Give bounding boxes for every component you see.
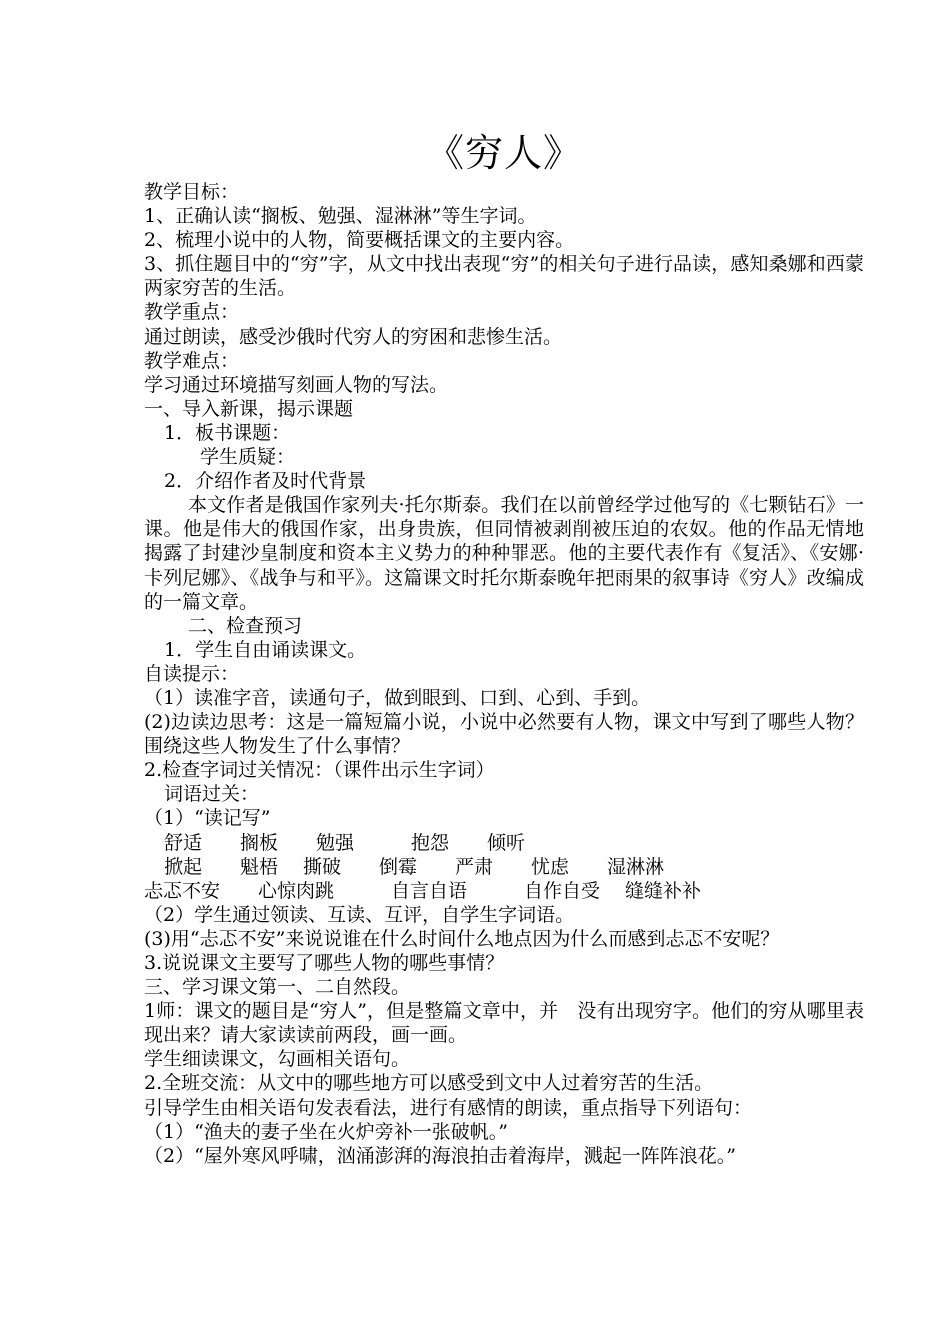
step-free-reading: 1．学生自由诵读课文。 [164,638,367,661]
key-sentence-2: （2）“屋外寒风呼啸，汹涌澎湃的海浪拍击着海岸，溅起一阵阵浪花。” [144,1144,737,1167]
guidance-text: 引导学生由相关语句发表看法，进行有感情的朗读，重点指导下列语句： [144,1096,753,1119]
student-activity-text: 学生细读课文，勾画相关语句。 [144,1048,411,1071]
objective-item-3: 3、抓住题目中的“穷”字，从文中找出表现“穷”的相关句子进行品读，感知桑娜和西蒙两家穷苦的生活。 [144,253,864,300]
vocabulary-pass-label: 词语过关： [164,783,260,806]
author-background-paragraph: 本文作者是俄国作家列夫·托尔斯泰。我们在以前曾经学过他写的《七颗钻石》一课。他是伟大的俄国作家，出身贵族，但同情被剥削被压迫的农奴。他的作品无情地揭露了封建沙皇制度和资本主义势力的种种罪恶。他的主要代表作有《复活》、《安娜·卡列尼娜》、《战争与和平》。这篇课文时托尔斯泰晚年把雨果的叙事诗《穷人》改编成的一篇文章。 [144,494,864,613]
reading-tip-1: （1）读准字音，读通句子，做到眼到、口到、心到、手到。 [144,686,651,709]
teacher-prompt-paragraph: 1师：课文的题目是“穷人”，但是整篇文章中，并 没有出现穷字。他们的穷从哪里表现出来？请大家读读前两段，画一画。 [144,1000,864,1047]
section-heading-key-points: 教学重点： [144,301,240,324]
class-discussion-text: 2.全班交流：从文中的哪些地方可以感受到文中人过着穷苦的生活。 [144,1072,714,1095]
step-author-background: 2．介绍作者及时代背景 [164,470,367,493]
part-one-heading: 一、导入新课，揭示课题 [144,397,354,420]
vocabulary-row-1: 舒适 搁板 勉强 抱怨 倾听 [164,831,526,854]
objective-item-2: 2、梳理小说中的人物，简要概括课文的主要内容。 [144,229,575,252]
document-title: 《穷人》 [425,131,582,175]
section-heading-objectives: 教学目标： [144,181,240,203]
step-board-title: 1．板书课题： [164,421,291,444]
vocabulary-row-2: 掀起 魁梧 撕破 倒霉 严肃 忧虑 湿淋淋 [164,855,665,878]
reading-tip-2: (2)边读边思考：这是一篇短篇小说，小说中必然要有人物，课文中写到了哪些人物？围绕这些人物发生了什么事情？ [144,711,864,758]
vocabulary-step-2: （2）学生通过领读、互读、互评，自学生字词语。 [144,903,575,926]
reading-tips-heading: 自读提示： [144,662,240,685]
objective-item-1: 1、正确认读“搁板、勉强、湿淋淋”等生字词。 [144,205,537,228]
difficulty-text: 学习通过环境描写刻画人物的写法。 [144,373,449,396]
vocabulary-row-3: 忐忑不安 心惊肉跳 自言自语 自作自受 缝缝补补 [144,879,702,902]
summary-question: 3.说说课文主要写了哪些人物的哪些事情？ [144,952,505,974]
part-two-heading: 二、检查预习 [188,614,303,637]
document-page [144,130,864,1168]
key-sentence-1: （1）“渔夫的妻子坐在火炉旁补一张破帆。” [144,1120,509,1143]
vocabulary-step-1: （1）“读记写” [144,807,271,830]
vocabulary-step-3: (3)用“忐忑不安”来说说谁在什么时间什么地点因为什么而感到忐忑不安呢？ [144,927,780,950]
step-student-questions: 学生质疑： [200,446,296,469]
part-three-heading: 三、学习课文第一、二自然段。 [144,976,411,999]
key-point-text: 通过朗读，感受沙俄时代穷人的穷困和悲惨生活。 [144,325,563,348]
section-heading-difficulties: 教学难点： [144,349,240,372]
check-vocabulary-heading: 2.检查字词过关情况：（课件出示生字词） [144,759,495,782]
